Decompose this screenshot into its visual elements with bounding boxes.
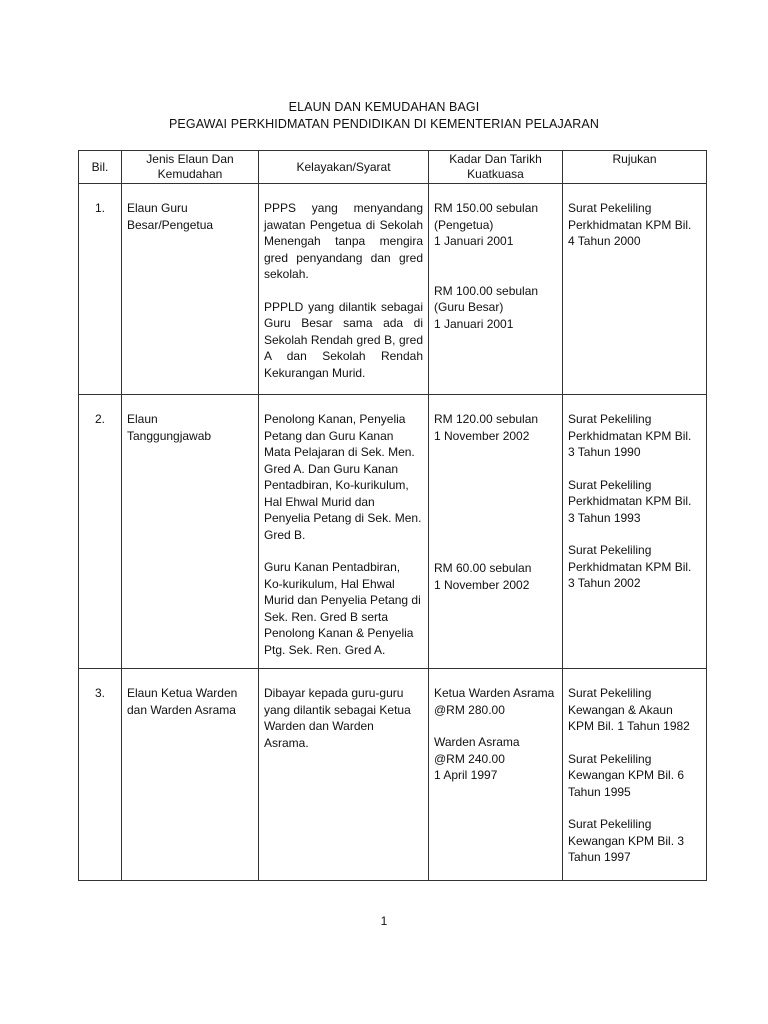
cell-jenis: Elaun Ketua Warden dan Warden Asrama <box>122 669 259 881</box>
cell-kadar <box>429 184 563 395</box>
kadar-entry: Warden Asrama @RM 240.00 1 April 1997 <box>434 735 520 782</box>
cell-kadar <box>429 395 563 669</box>
cell-rujukan <box>563 395 707 669</box>
kelayakan-paragraph: Guru Kanan Pentadbiran, Ko-kurikulum, Hal Ehwal Murid dan Penyelia Petang di Sek. Ren. Gred B serta Penolong Kanan & Penyelia Ptg. Sek. Ren. Gred A. <box>264 560 421 657</box>
kadar-entry: RM 120.00 sebulan 1 November 2002 <box>434 412 539 443</box>
kelayakan-paragraph: PPPLD yang dilantik sebagai Guru Besar sama ada di Sekolah Rendah gred B, gred A dan Sekolah Rendah Kekurangan Murid. <box>264 299 423 380</box>
table-row <box>79 184 707 395</box>
kelayakan-paragraph: PPPS yang menyandang jawatan Pengetua di Sekolah Menengah tanpa mengira gred penyandang dan gred sekolah. <box>264 201 423 281</box>
cell-kelayakan <box>259 669 429 881</box>
table-row <box>79 669 707 881</box>
cell-kadar <box>429 669 563 881</box>
header-kelayakan: Kelayakan/Syarat <box>259 151 429 184</box>
kadar-entry: RM 150.00 sebulan (Pengetua) 1 Januari 2001 <box>434 201 539 248</box>
cell-jenis: Elaun Guru Besar/Pengetua <box>122 184 259 395</box>
cell-rujukan <box>563 184 707 395</box>
table-header-row <box>79 151 707 184</box>
rujukan-entry: Surat Pekeliling Kewangan KPM Bil. 3 Tahun 1997 <box>568 817 685 864</box>
allowance-table <box>78 150 707 881</box>
kelayakan-paragraph: Dibayar kepada guru-guru yang dilantik sebagai Ketua Warden dan Warden Asrama. <box>264 686 411 750</box>
rujukan-entry: Surat Pekeliling Perkhidmatan KPM Bil. 4 Tahun 2000 <box>568 201 692 248</box>
cell-bil: 3. <box>79 669 122 881</box>
kadar-entry: RM 100.00 sebulan (Guru Besar) 1 Januari 2001 <box>434 283 539 331</box>
document-title-line-1: ELAUN DAN KEMUDAHAN BAGI <box>288 100 480 114</box>
header-bil: Bil. <box>79 151 122 184</box>
cell-kelayakan <box>259 184 429 395</box>
kadar-entry: Ketua Warden Asrama @RM 280.00 <box>434 686 555 717</box>
cell-rujukan <box>563 669 707 881</box>
rujukan-entry: Surat Pekeliling Kewangan KPM Bil. 6 Tahun 1995 <box>568 751 685 799</box>
header-jenis: Jenis Elaun Dan Kemudahan <box>122 151 259 184</box>
header-rujukan: Rujukan <box>563 151 707 184</box>
kelayakan-paragraph: Penolong Kanan, Penyelia Petang dan Guru Kanan Mata Pelajaran di Sek. Men. Gred A. Dan Guru Kanan Pentadbiran, Ko-kurikulum, Hal Ehwal Murid dan Penyelia Petang di Sek. Men. Gred B. <box>264 412 422 542</box>
table-row <box>79 395 707 669</box>
rujukan-entry: Surat Pekeliling Perkhidmatan KPM Bil. 3 Tahun 1990 <box>568 412 692 459</box>
cell-kelayakan <box>259 395 429 669</box>
header-kadar: Kadar Dan Tarikh Kuatkuasa <box>429 151 563 184</box>
rujukan-entry: Surat Pekeliling Perkhidmatan KPM Bil. 3 Tahun 2002 <box>568 543 692 590</box>
cell-bil: 2. <box>79 395 122 669</box>
cell-jenis: Elaun Tanggungjawab <box>122 395 259 669</box>
document-title-line-2: PEGAWAI PERKHIDMATAN PENDIDIKAN DI KEMENTERIAN PELAJARAN <box>169 117 599 131</box>
cell-bil: 1. <box>79 184 122 395</box>
rujukan-entry: Surat Pekeliling Kewangan & Akaun KPM Bil. 1 Tahun 1982 <box>568 686 690 733</box>
kadar-entry: RM 60.00 sebulan 1 November 2002 <box>434 561 532 592</box>
rujukan-entry: Surat Pekeliling Perkhidmatan KPM Bil. 3 Tahun 1993 <box>568 477 692 525</box>
page-number: 1 <box>380 914 388 928</box>
